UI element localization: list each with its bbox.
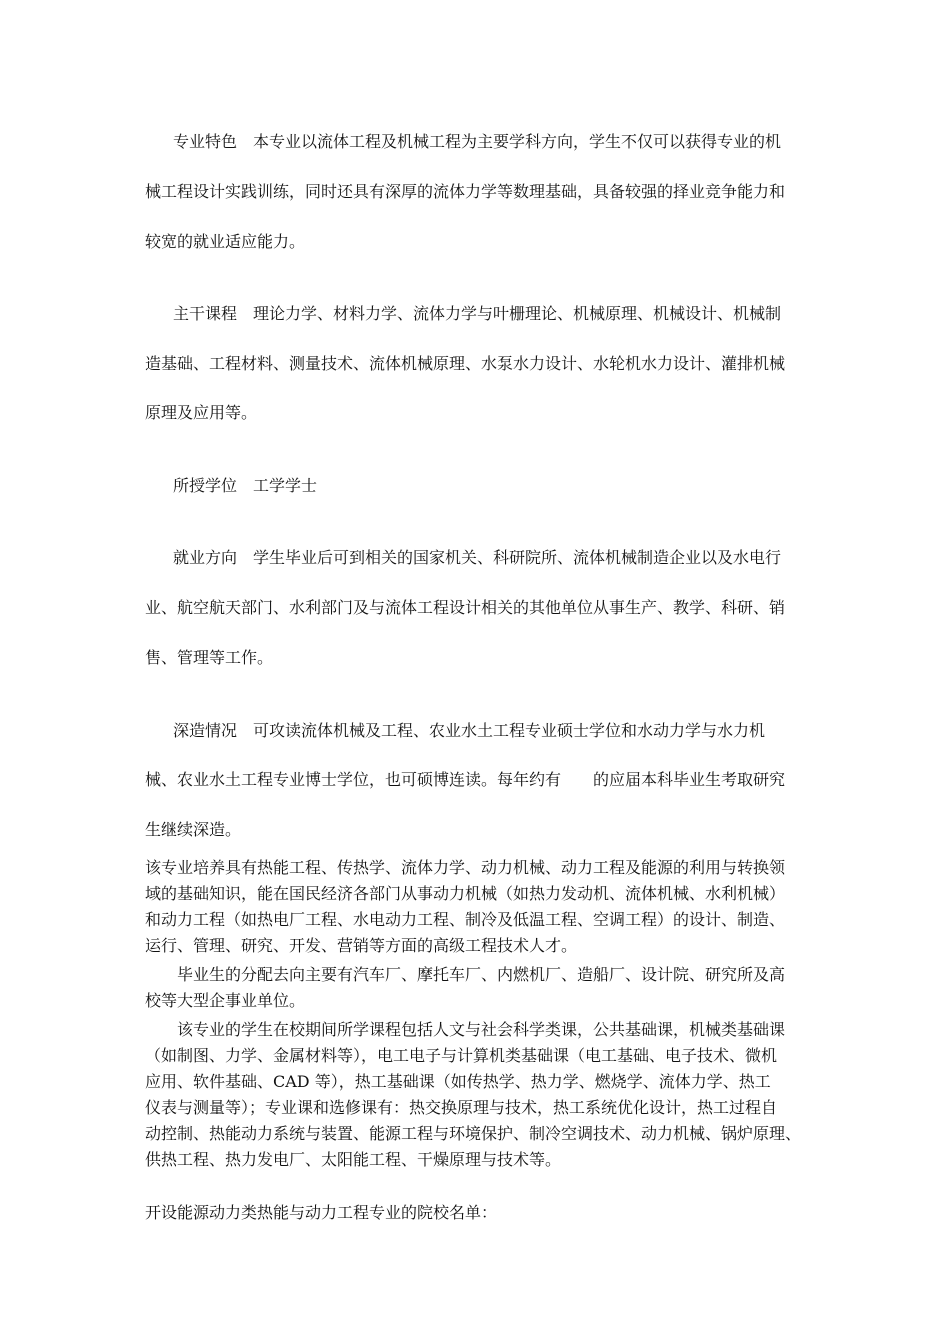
text-line: 较宽的就业适应能力。 [145,232,306,251]
text-line: 该专业培养具有热能工程、传热学、流体力学、动力机械、动力工程及能源的利用与转换领 [145,858,786,877]
text-line: 原理及应用等。 [145,403,258,422]
text-line: 所授学位 工学学士 [173,476,318,495]
text-line: 运行、管理、研究、开发、营销等方面的高级工程技术人才。 [145,936,578,955]
text-line: 仪表与测量等）；专业课和选修课有：热交换原理与技术，热工系统优化设计，热工过程自 [145,1098,778,1117]
text-line: 就业方向 学生毕业后可到相关的国家机关、科研院所、流体机械制造企业以及水电行 [173,548,782,567]
text-line: 主干课程 理论力学、材料力学、流体力学与叶栅理论、机械原理、机械设计、机械制 [173,304,782,323]
text-line: 应用、软件基础、CAD 等），热工基础课（如传热学、热力学、燃烧学、流体力学、热工 [145,1072,771,1091]
text-line: 该专业的学生在校期间所学课程包括人文与社会科学类课，公共基础课，机械类基础课 [145,1020,786,1039]
text-line: 造基础、工程材料、测量技术、流体机械原理、水泵水力设计、水轮机水力设计、灌排机械 [145,354,786,373]
text-line: 生继续深造。 [145,820,242,839]
text-line: 深造情况 可攻读流体机械及工程、农业水土工程专业硕士学位和水动力学与水力机 [173,721,766,740]
text-line: 专业特色 本专业以流体工程及机械工程为主要学科方向，学生不仅可以获得专业的机 [173,132,782,151]
text-line: 开设能源动力类热能与动力工程专业的院校名单： [145,1203,498,1222]
text-line: 械、农业水土工程专业博士学位，也可硕博连读。每年约有 的应届本科毕业生考取研究 [145,770,786,789]
text-line: 和动力工程（如热电厂工程、水电动力工程、制冷及低温工程、空调工程）的设计、制造、 [145,910,786,929]
text-line: 动控制、热能动力系统与装置、能源工程与环境保护、制冷空调技术、动力机械、锅炉原理、 [145,1124,802,1143]
text-line: 械工程设计实践训练，同时还具有深厚的流体力学等数理基础，具备较强的择业竞争能力和 [145,182,786,201]
text-line: 毕业生的分配去向主要有汽车厂、摩托车厂、内燃机厂、造船厂、设计院、研究所及高 [145,965,786,984]
text-line: 业、航空航天部门、水利部门及与流体工程设计相关的其他单位从事生产、教学、科研、销 [145,598,786,617]
text-line: 域的基础知识，能在国民经济各部门从事动力机械（如热力发动机、流体机械、水利机械） [145,884,786,903]
text-line: 校等大型企事业单位。 [145,991,306,1010]
text-line: 售、管理等工作。 [145,648,274,667]
text-line: （如制图、力学、金属材料等），电工电子与计算机类基础课（电工基础、电子技术、微机 [145,1046,778,1065]
text-line: 供热工程、热力发电厂、太阳能工程、干燥原理与技术等。 [145,1150,562,1169]
